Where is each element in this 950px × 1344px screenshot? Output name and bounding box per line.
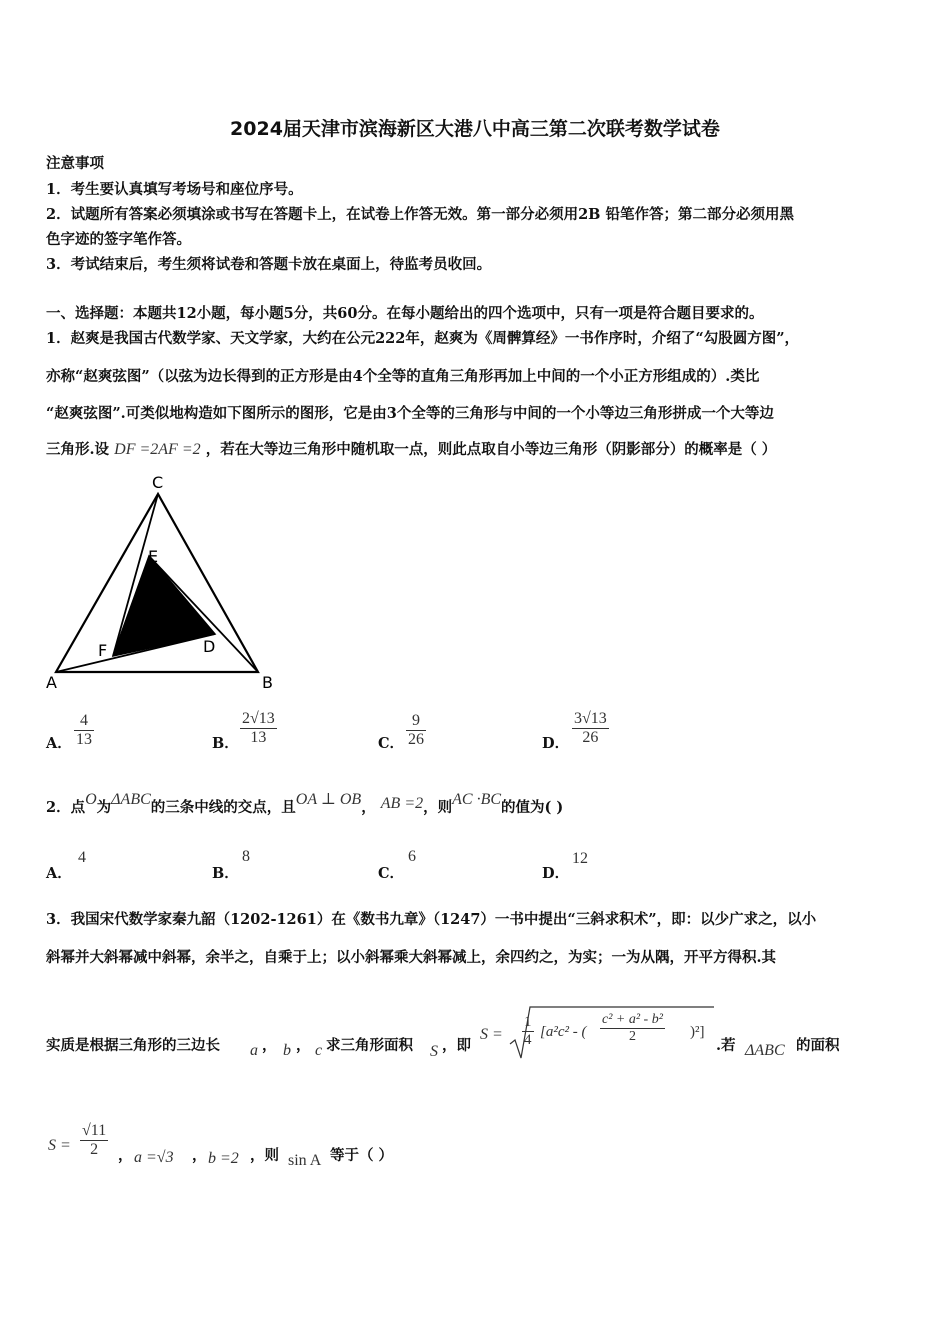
q3-mianji: 的面积 xyxy=(796,1037,840,1054)
q2-option-c-label: C． xyxy=(378,865,405,882)
q3-qiu: 求三角形面积 xyxy=(326,1037,413,1054)
q3-inner-den: 2 xyxy=(600,1028,665,1045)
q1-option-d-den: 26 xyxy=(572,728,609,747)
q3-given-s-den: 2 xyxy=(80,1140,108,1159)
q1-option-b-fraction xyxy=(240,710,277,747)
q2-cond-perp: OA ⊥ OB xyxy=(295,791,362,808)
q1-option-b-label: B． xyxy=(212,735,239,752)
q2-point-o: O xyxy=(85,791,97,808)
notice-heading: 注意事项 xyxy=(46,155,104,172)
q3-ji: ，即 xyxy=(442,1037,471,1054)
q3-given-a: a =√3 xyxy=(134,1149,174,1166)
q3-var-c: c xyxy=(315,1042,323,1059)
q3-line-3-pre: 实质是根据三角形的三边长 xyxy=(46,1037,220,1054)
q2-option-d-value: 12 xyxy=(572,850,588,867)
q3-formula-close: )²] xyxy=(690,1024,705,1040)
q1-option-a-label: A． xyxy=(46,735,72,752)
q1-option-b-den: 13 xyxy=(240,728,277,747)
q1-option-c-label: C． xyxy=(378,735,405,752)
q3-quarter-den: 4 xyxy=(524,1032,532,1048)
q3-var-a: a xyxy=(250,1042,258,1059)
q1-option-c-den: 26 xyxy=(408,731,424,748)
label-f: F xyxy=(98,641,108,660)
q3-var-s: S xyxy=(430,1043,438,1060)
q3-formula-inner-fraction xyxy=(600,1012,665,1045)
q1-option-d-num: 3√13 xyxy=(574,710,607,727)
q1-option-b-num: 2√13 xyxy=(242,710,275,727)
q3-given-b: b =2 xyxy=(208,1150,239,1167)
q2-dot-product: AC ·BC xyxy=(452,791,502,808)
section-header: 一、选择题：本题共12小题，每小题5分，共60分。在每小题给出的四个选项中，只有一项是符合题目要求的。 xyxy=(46,305,764,322)
q3-line-2: 斜幂并大斜幂减中斜幂，余半之，自乘于上；以小斜幂乘大斜幂减上，余四约之，为实；一为从隅，开平方得积.其 xyxy=(46,949,777,966)
q1-line-4 xyxy=(46,438,776,459)
q2-option-b-value: 8 xyxy=(242,848,250,865)
q3-line-1: 3．我国宋代数学家秦九韶（1202-1261）在《数书九章》（1247）一书中提出“三斜求积术”，即：以少广求之，以小 xyxy=(46,911,817,928)
label-c: C xyxy=(152,473,164,492)
q3-given-sep-1: ， xyxy=(118,1147,133,1164)
q3-sep-2: ， xyxy=(296,1037,311,1054)
notice-item-2: 2．试题所有答案必须填涂或书写在答题卡上，在试卷上作答无效。第一部分必须用2B 铅笔作答；第二部分必须用黑 xyxy=(46,206,794,223)
q3-given-s-fraction xyxy=(80,1122,108,1159)
q3-quarter-num: 1 xyxy=(524,1014,532,1030)
q2-option-d-label: D． xyxy=(542,865,570,882)
notice-item-1: 1．考生要认真填写考场号和座位序号。 xyxy=(46,181,303,198)
q3-sep-1: ， xyxy=(262,1037,277,1054)
q1-option-d-label: D． xyxy=(542,735,570,752)
q3-ze: ，则 xyxy=(250,1147,279,1164)
q2-stem xyxy=(46,791,564,817)
q1-option-a-den: 13 xyxy=(76,731,92,748)
q2-pre: 2．点 xyxy=(46,799,86,816)
q2-option-a-value: 4 xyxy=(78,849,86,866)
q2-wei: 为 xyxy=(96,799,112,816)
q2-option-b-label: B． xyxy=(212,865,239,882)
q2-triangle: ΔABC xyxy=(111,791,151,808)
notice-item-2-cont: 色字迹的签字笔作答。 xyxy=(46,231,191,248)
q3-ruo: .若 xyxy=(716,1037,736,1054)
label-b: B xyxy=(262,673,273,692)
q3-given-sep-2: ， xyxy=(192,1147,207,1164)
page-title: 2024届天津市滨海新区大港八中高三第二次联考数学试卷 xyxy=(230,118,720,140)
q1-line-4-pre: 三角形.设 xyxy=(46,441,110,458)
q1-option-a-fraction xyxy=(74,712,94,749)
q3-formula-a2c2: [a²c² - ( xyxy=(540,1024,587,1040)
q3-given-s: S = xyxy=(48,1137,71,1154)
q2-cond-ab: AB =2 xyxy=(380,795,424,812)
q2-mid: 的三条中线的交点，且 xyxy=(150,799,296,816)
q2-post: 的值为( ) xyxy=(501,799,564,816)
notice-item-3: 3．考试结束后，考生须将试卷和答题卡放在桌面上，待监考员收回。 xyxy=(46,256,492,273)
q3-given-s-num: √11 xyxy=(82,1122,107,1139)
q2-comma: ， xyxy=(361,799,376,816)
q1-line-3: “赵爽弦图”.可类似地构造如下图所示的图形，它是由3个全等的三角形与中间的一个小等边三角形拼成一个大等边 xyxy=(46,405,774,422)
label-d: D xyxy=(203,637,216,656)
q1-option-a-num: 4 xyxy=(80,712,88,729)
q3-formula-quarter xyxy=(522,1014,534,1049)
q3-var-b: b xyxy=(283,1042,291,1059)
q1-line-4-post: ，若在大等边三角形中随机取一点，则此点取自小等边三角形（阴影部分）的概率是（ ） xyxy=(205,441,777,458)
label-e: E xyxy=(148,547,159,566)
q3-triangle: ΔABC xyxy=(745,1042,785,1059)
label-a: A xyxy=(46,673,57,692)
q1-line-2: 亦称“赵爽弦图”（以弦为边长得到的正方形是由4个全等的直角三角形再加上中间的一个小正方形组成的）.类比 xyxy=(46,368,760,385)
q1-triangle-figure xyxy=(40,468,280,696)
q1-condition-math: DF =2AF =2 xyxy=(114,441,201,458)
q2-option-a-label: A． xyxy=(46,865,72,882)
q1-option-d-fraction xyxy=(572,710,609,747)
q3-formula-s: S = xyxy=(480,1026,503,1043)
q3-sin-a: sin A xyxy=(288,1152,322,1169)
q1-option-c-fraction xyxy=(406,712,426,749)
q2-option-c-value: 6 xyxy=(408,848,416,865)
q2-ze: ，则 xyxy=(423,799,453,816)
q1-option-c-num: 9 xyxy=(412,712,420,729)
q1-line-1: 1．赵爽是我国古代数学家、天文学家，大约在公元222年，赵爽为《周髀算经》一书作序时，介绍了“勾股圆方图”， xyxy=(46,330,800,347)
q3-inner-num: c² + a² - b² xyxy=(602,1012,663,1027)
q3-dengyu: 等于（ ） xyxy=(330,1147,394,1164)
